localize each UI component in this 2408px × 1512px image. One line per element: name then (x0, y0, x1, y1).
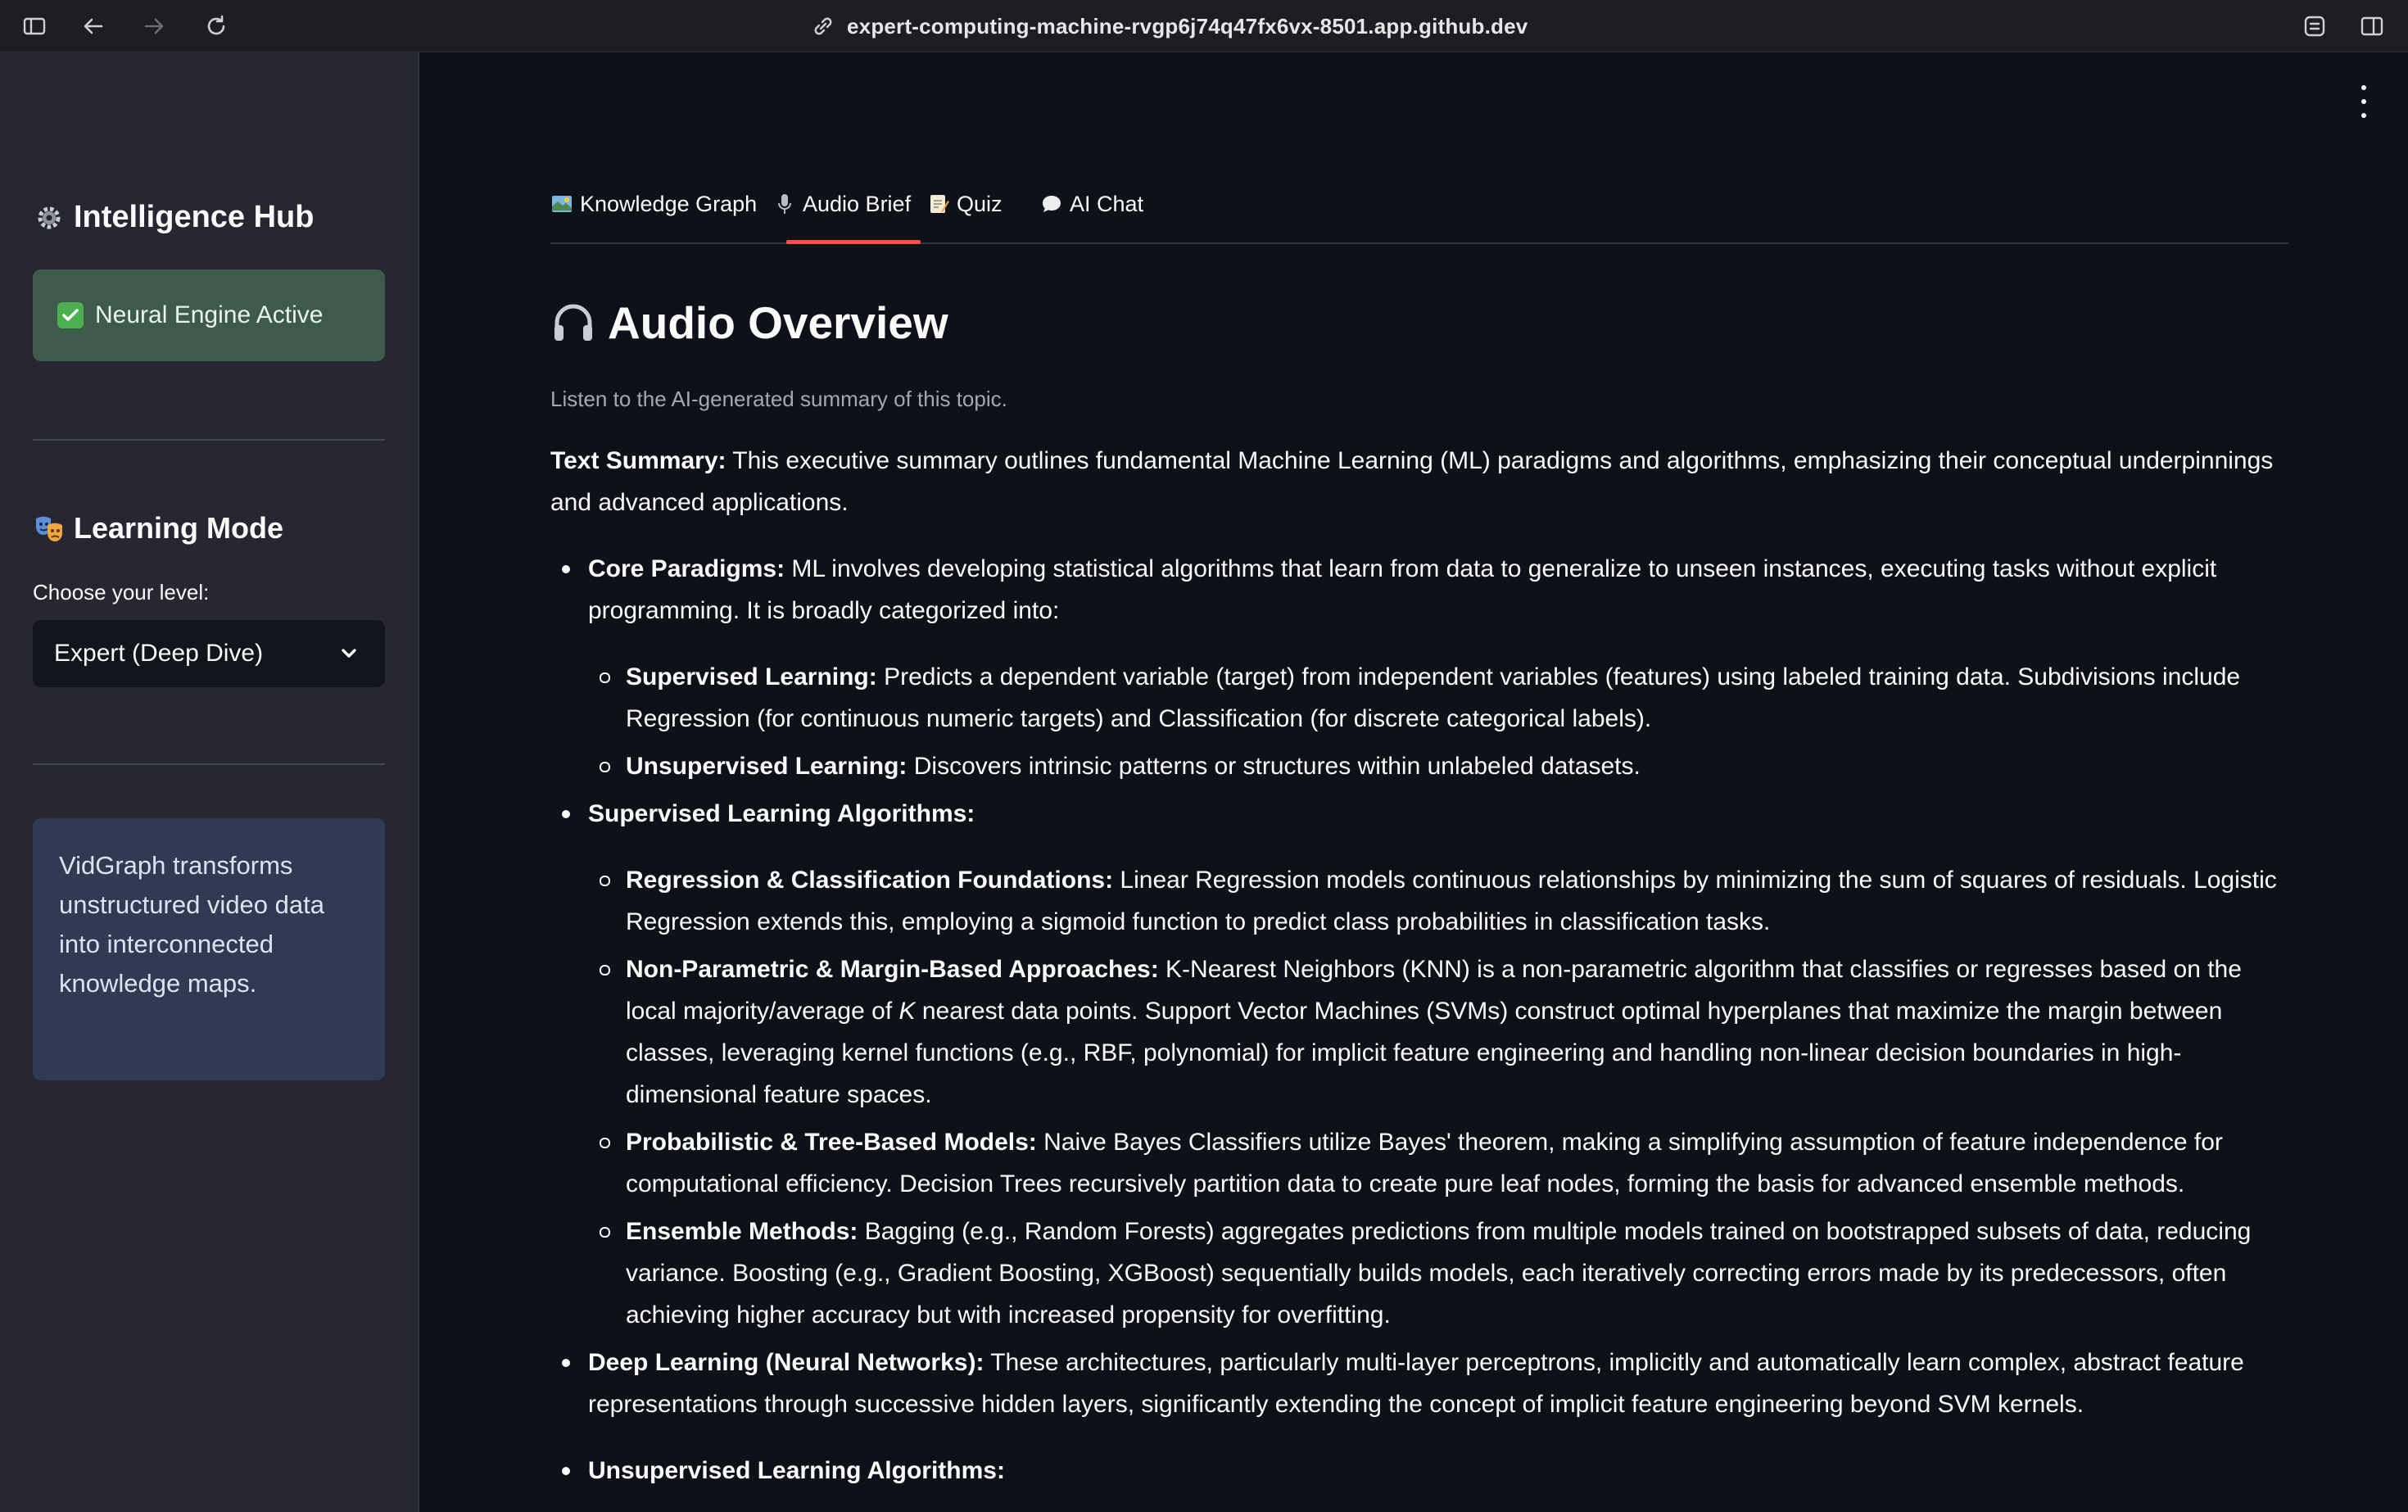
tab-bar (550, 188, 2288, 244)
chevron-down-icon (337, 642, 360, 665)
list-item (588, 948, 2288, 1116)
link-icon (811, 14, 835, 38)
page-title-text: Audio Overview (608, 297, 948, 348)
item-label: Supervised Learning Algorithms: (588, 800, 975, 827)
item-text: K-Nearest Neighbors (KNN) is a non-parametric algorithm that classifies or regresses based on the local majority/average of (626, 956, 2242, 1025)
sidebar-divider (33, 763, 385, 765)
item-text: nearest data points. Support Vector Machines (SVMs) construct optimal hyperplanes that maximize the margin between classes, leveraging kernel functions (e.g., RBF, polynomial) for implicit feature engineering and handling non-linear decision boundaries in high-dimensional feature spaces. (626, 998, 2223, 1108)
item-text: Linear Regression models continuous relationships by minimizing the sum of squares of residuals. Logistic Regression extends this, employing a sigmoid function to predict class probabilities in classification tasks. (626, 867, 2277, 935)
learning-mode-title: Learning Mode (74, 511, 284, 545)
browser-toolbar (0, 0, 2408, 52)
list-item (588, 1211, 2288, 1336)
split-view-icon[interactable] (2356, 10, 2388, 43)
sidebar-toggle-icon[interactable] (18, 10, 51, 43)
tab-label: Knowledge Graph (580, 192, 758, 216)
extension-icon[interactable] (2298, 10, 2331, 43)
tab-knowledge-graph[interactable] (550, 188, 757, 244)
tab-audio-brief[interactable] (773, 188, 911, 244)
main-content (421, 151, 2408, 1512)
learning-mode-heading (33, 511, 283, 545)
item-text: Discovers intrinsic patterns or structures within unlabeled datasets. (907, 753, 1641, 780)
sub-list (588, 656, 2288, 787)
tab-label: Audio Brief (803, 192, 912, 216)
speech-bubble-icon (1040, 192, 1063, 215)
sub-list (588, 859, 2288, 1336)
list-item (550, 1450, 2288, 1492)
info-box (33, 818, 385, 1080)
active-tab-indicator (786, 240, 921, 244)
item-label: Core Paradigms: (588, 555, 785, 582)
list-item (550, 548, 2288, 787)
item-label: Probabilistic & Tree-Based Models: (626, 1129, 1037, 1156)
list-item (588, 656, 2288, 740)
summary-text: This executive summary outlines fundamental Machine Learning (ML) paradigms and algorithms, emphasizing their conceptual underpinnings and advanced applications. (550, 447, 2274, 516)
memo-icon (927, 192, 950, 215)
item-text: These architectures, particularly multi-layer perceptrons, implicitly and automatically learn complex, abstract feature representations through successive hidden layers, significantly extending the concept of implicit feature engineering beyond SVM kernels. (588, 1349, 2244, 1418)
sidebar-divider (33, 439, 385, 441)
summary-list (550, 548, 2288, 1492)
item-label: Regression & Classification Foundations: (626, 867, 1114, 894)
engine-status-banner (33, 269, 385, 361)
item-text: Bagging (e.g., Random Forests) aggregates predictions from multiple models trained on bootstrapped subsets of data, reducing variance. Boosting (e.g., Gradient Boosting, XGBoost) sequentially builds models, each iteratively correcting errors made by its predecessors, often achieving higher accuracy but with increased propensity for overfitting. (626, 1218, 2252, 1329)
main-menu-icon[interactable] (2357, 85, 2370, 118)
list-item (588, 859, 2288, 943)
headphones-icon (550, 300, 596, 346)
level-label: Choose your level: (33, 580, 210, 604)
list-item (588, 1121, 2288, 1205)
tab-quiz[interactable] (927, 188, 1003, 244)
hub-title: Intelligence Hub (74, 200, 315, 234)
item-label: Deep Learning (Neural Networks): (588, 1349, 984, 1376)
item-label: Non-Parametric & Margin-Based Approaches: (626, 956, 1159, 983)
back-arrow-icon[interactable] (77, 10, 110, 43)
hub-heading (33, 200, 314, 235)
sidebar (0, 52, 419, 1512)
forward-arrow-icon[interactable] (138, 10, 170, 43)
check-mark-icon (57, 302, 84, 328)
tab-label: AI Chat (1070, 192, 1144, 216)
summary-label: Text Summary: (550, 447, 726, 474)
item-label: Unsupervised Learning Algorithms: (588, 1457, 1005, 1484)
list-item (550, 793, 2288, 1336)
text-summary (550, 440, 2288, 523)
item-text: Predicts a dependent variable (target) from independent variables (features) using labeled training data. Subdivisions include Regression (for continuous numeric targets) and Classification (for discrete categorical labels). (626, 663, 2241, 732)
audio-overview-panel (550, 287, 2288, 1497)
tab-label: Quiz (957, 192, 1003, 216)
tab-ai-chat[interactable] (1040, 188, 1143, 244)
item-label: Ensemble Methods: (626, 1218, 858, 1245)
app-header (421, 52, 2408, 151)
caption: Listen to the AI-generated summary of this topic. (550, 387, 1007, 411)
list-item (550, 1342, 2288, 1425)
list-item (588, 745, 2288, 787)
item-label: Supervised Learning: (626, 663, 877, 690)
microphone-icon (773, 192, 796, 215)
item-text: ML involves developing statistical algorithms that learn from data to generalize to unseen instances, executing tasks without explicit programming. It is broadly categorized into: (588, 555, 2217, 624)
level-select-value: Expert (Deep Dive) (54, 640, 264, 667)
reload-icon[interactable] (200, 10, 233, 43)
page-title (550, 290, 2288, 355)
item-text-italic: K (898, 998, 916, 1025)
gear-icon (33, 201, 66, 234)
map-icon (550, 192, 573, 215)
address-bar[interactable] (811, 10, 1528, 43)
item-text: Naive Bayes Classifiers utilize Bayes' theorem, making a simplifying assumption of feature independence for computational efficiency. Decision Trees recursively partition data to create pure leaf nodes, forming the basis for advanced ensemble methods. (626, 1129, 2223, 1197)
level-select[interactable] (33, 620, 385, 687)
theater-masks-icon (33, 512, 66, 545)
status-text: Neural Engine Active (95, 301, 324, 328)
info-text: VidGraph transforms unstructured video data into interconnected knowledge maps. (59, 851, 324, 998)
url-text: expert-computing-machine-rvgp6j74q47fx6vx-8501.app.github.dev (847, 13, 1528, 38)
item-label: Unsupervised Learning: (626, 753, 908, 780)
